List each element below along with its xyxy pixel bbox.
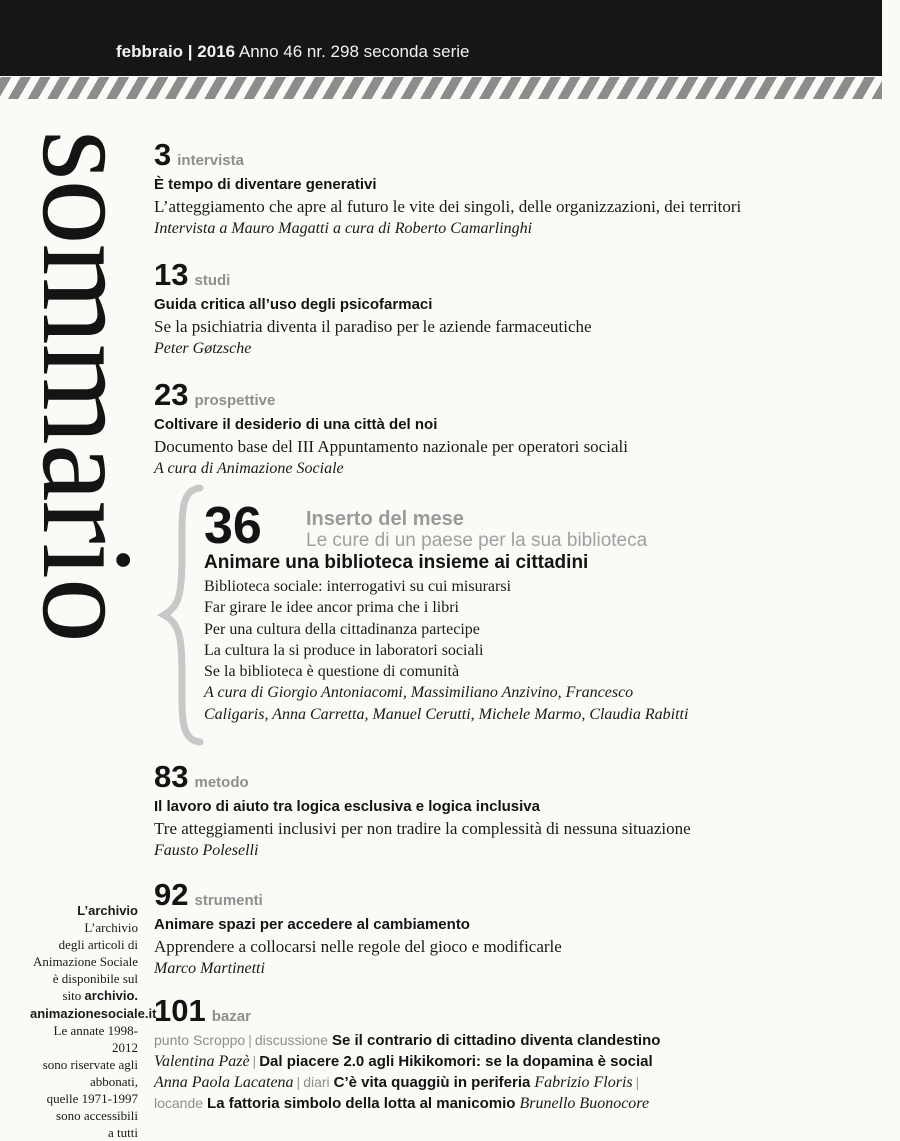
insert-label: Inserto del mese bbox=[306, 508, 464, 530]
bazar-line bbox=[154, 1051, 844, 1072]
rubric-label: diari bbox=[303, 1074, 330, 1090]
article-title: È tempo di diventare generativi bbox=[154, 176, 377, 193]
page-number: 3 bbox=[154, 137, 172, 172]
archive-heading: L’archivio bbox=[77, 903, 138, 918]
article-author: Fabrizio Floris bbox=[534, 1074, 633, 1091]
insert-subtitle: Le cure di un paese per la sua biblioteca bbox=[306, 530, 648, 551]
section-label: bazar bbox=[211, 1008, 251, 1025]
rubric-label: locande bbox=[154, 1095, 204, 1111]
article-description: Apprendere a collocarsi nelle regole del gioco e modificarle bbox=[154, 937, 562, 956]
bazar-line bbox=[154, 1072, 844, 1093]
article-author: Intervista a Mauro Magatti a cura di Roberto Camarlinghi bbox=[154, 220, 533, 237]
article-title: Coltivare il desiderio di una città del noi bbox=[154, 416, 438, 433]
article-author: Anna Paola Lacatena bbox=[154, 1074, 294, 1091]
issue-info bbox=[116, 42, 470, 62]
separator: | bbox=[296, 1074, 301, 1090]
page-number: 13 bbox=[154, 257, 189, 292]
list-item: Per una cultura della cittadinanza partecipe bbox=[204, 620, 480, 638]
rubric-label: Scroppo bbox=[193, 1032, 246, 1048]
archive-text: è disponibile sul bbox=[52, 971, 138, 987]
article-title[interactable]: C’è vita quaggiù in periferia bbox=[333, 1074, 531, 1091]
list-item: Se la biblioteca è questione di comunità bbox=[204, 663, 460, 681]
article-title: Guida critica all’uso degli psicofarmaci bbox=[154, 296, 433, 313]
page-number: 36 bbox=[204, 497, 262, 555]
separator: | bbox=[248, 1032, 252, 1048]
article-description: Documento base del III Appuntamento nazionale per operatori sociali bbox=[154, 437, 628, 456]
article-author: Marco Martinetti bbox=[154, 960, 265, 977]
archive-text: Le annate 1998-2012 bbox=[53, 1022, 138, 1055]
article-title[interactable]: La fattoria simbolo della lotta al manicomio bbox=[207, 1095, 516, 1112]
section-label: strumenti bbox=[194, 892, 263, 909]
article-title: Il lavoro di aiuto tra logica esclusiva e logica inclusiva bbox=[154, 798, 540, 815]
article-author: Brunello Buonocore bbox=[519, 1095, 650, 1112]
article-description: Se la psichiatria diventa il paradiso per le aziende farmaceutiche bbox=[154, 317, 592, 336]
section-label: intervista bbox=[177, 152, 244, 169]
bazar-line bbox=[154, 1093, 844, 1114]
list-item: Far girare le idee ancor prima che i libri bbox=[204, 599, 459, 617]
article-author: Peter Gøtzsche bbox=[154, 340, 252, 357]
page-number: 83 bbox=[154, 759, 189, 794]
archive-text: a tutti bbox=[108, 1125, 138, 1141]
archive-text: Animazione Sociale bbox=[32, 954, 138, 970]
bazar-list bbox=[154, 1030, 844, 1114]
insert-article-list bbox=[204, 576, 844, 725]
separator: | bbox=[252, 1053, 257, 1069]
article-description: Tre atteggiamenti inclusivi per non tradire la complessità di nessuna situazione bbox=[154, 819, 691, 838]
toc-entry-metodo[interactable] bbox=[154, 759, 844, 862]
rubric-label: discussione bbox=[254, 1032, 328, 1048]
list-item: Biblioteca sociale: interrogativi su cui misurarsi bbox=[204, 578, 512, 595]
toc-entry-bazar[interactable] bbox=[154, 993, 454, 1030]
archive-link-part[interactable]: archivio. bbox=[84, 988, 138, 1004]
hazard-stripes bbox=[0, 77, 882, 99]
archive-text: degli articoli di bbox=[58, 937, 138, 953]
toc-entry-prospettive[interactable] bbox=[154, 377, 844, 480]
section-label: metodo bbox=[194, 774, 249, 791]
archive-note bbox=[30, 902, 157, 1141]
insert-title: Animare una biblioteca insieme ai cittadini bbox=[204, 552, 589, 573]
article-title[interactable]: Se il contrario di cittadino diventa clandestino bbox=[332, 1032, 661, 1049]
article-author: A cura di Animazione Sociale bbox=[154, 460, 344, 477]
archive-text-part: sito bbox=[62, 988, 85, 1004]
article-title: Animare spazi per accedere al cambiamento bbox=[154, 916, 470, 933]
section-label: prospettive bbox=[194, 392, 276, 409]
rubric-label: punto bbox=[154, 1032, 190, 1048]
toc-entry-strumenti[interactable] bbox=[154, 877, 844, 980]
issue-number: Anno 46 nr. 298 seconda serie bbox=[235, 42, 470, 61]
separator: | bbox=[635, 1074, 640, 1090]
archive-text: L’archivio bbox=[84, 920, 138, 936]
insert-authors: A cura di Giorgio Antoniacomi, Massimiliano Anzivino, Francesco bbox=[204, 684, 634, 702]
section-label: studi bbox=[194, 272, 231, 289]
page-number: 101 bbox=[154, 993, 206, 1028]
insert-authors: Caligaris, Anna Carretta, Manuel Cerutti, Michele Marmo, Claudia Rabitti bbox=[204, 705, 689, 723]
bazar-line bbox=[154, 1030, 844, 1051]
article-author: Valentina Pazè bbox=[154, 1053, 250, 1070]
archive-text: abbonati, bbox=[89, 1073, 138, 1089]
list-item: La cultura la si produce in laboratori sociali bbox=[204, 641, 484, 659]
article-title[interactable]: Dal piacere 2.0 agli Hikikomori: se la dopamina è social bbox=[259, 1053, 653, 1070]
page-number: 23 bbox=[154, 377, 189, 412]
archive-text bbox=[30, 987, 138, 1004]
issue-date: febbraio | 2016 bbox=[116, 42, 236, 61]
toc-entry-studi[interactable] bbox=[154, 257, 844, 360]
archive-text: sono riservate agli bbox=[42, 1056, 138, 1072]
article-author: Fausto Poleselli bbox=[154, 842, 259, 859]
article-description: L’atteggiamento che apre al futuro le vite dei singoli, delle organizzazioni, dei territori bbox=[154, 197, 742, 216]
archive-text: quelle 1971-1997 bbox=[46, 1091, 138, 1107]
page-number: 92 bbox=[154, 877, 189, 912]
insert-brace-icon bbox=[156, 484, 208, 746]
toc-entry-intervista[interactable] bbox=[154, 137, 844, 240]
archive-text: sono accessibili bbox=[56, 1108, 138, 1124]
website-link[interactable]: animazionesociale.it bbox=[30, 1005, 157, 1021]
header-bar bbox=[0, 0, 882, 76]
page-title: sommario bbox=[15, 130, 159, 642]
